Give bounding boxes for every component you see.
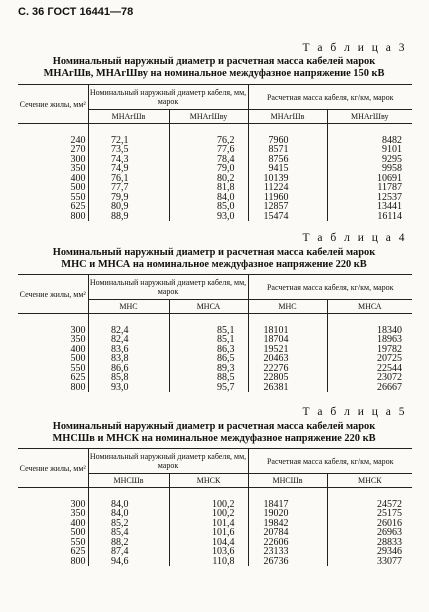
table-cell: 104,4 xyxy=(169,538,248,547)
table-cell: 20463 xyxy=(248,354,327,363)
table-cell: 28833 xyxy=(327,538,412,547)
table-cell: 7960 xyxy=(248,136,327,145)
table-cell: 77,6 xyxy=(169,145,248,154)
table-title-line: МНАгШв, МНАгШву на номинальное междуфазное напряжение 150 кВ xyxy=(43,68,385,79)
table-cell: 93,0 xyxy=(88,383,169,392)
table-cell: 300 xyxy=(70,499,86,510)
table-cell: 13441 xyxy=(327,202,412,211)
table-cell: 350 xyxy=(70,334,86,346)
table-cell: 79,0 xyxy=(169,164,248,173)
table-cell: 11787 xyxy=(327,183,412,192)
column-group-diameter: Номинальный наружный диаметр кабеля, мм, марок xyxy=(88,85,248,110)
table-cell: 11224 xyxy=(248,183,327,192)
table-cell: 22606 xyxy=(248,538,327,547)
column-header: МНАгШв xyxy=(248,110,327,124)
table-cell: 85,4 xyxy=(88,528,169,537)
table-cell: 76,1 xyxy=(88,174,169,183)
table-cell: 18963 xyxy=(327,335,412,344)
table-cell: 26963 xyxy=(327,528,412,537)
table-cell: 80,9 xyxy=(88,202,169,211)
table-title-line: МНС и МНСА на номинальное междуфазное напряжение 220 кВ xyxy=(61,259,367,270)
table-cell: 550 xyxy=(70,362,86,374)
table-cell: 82,4 xyxy=(88,326,169,335)
column-header: МНСК xyxy=(327,474,412,488)
table-cell: 10691 xyxy=(327,174,412,183)
table-cell: 22805 xyxy=(248,373,327,382)
table-cell: 88,2 xyxy=(88,538,169,547)
table-cell: 72,1 xyxy=(88,136,169,145)
table-cell: 25175 xyxy=(327,509,412,518)
table-cell: 500 xyxy=(70,182,86,194)
table-cell: 76,2 xyxy=(169,136,248,145)
table-cell: 500 xyxy=(70,353,86,365)
table-cell: 86,5 xyxy=(169,354,248,363)
table-cell: 400 xyxy=(70,517,86,529)
table-cell: 300 xyxy=(70,153,86,165)
table-cell: 88,5 xyxy=(169,373,248,382)
table-cell: 86,3 xyxy=(169,345,248,354)
table-cell: 12537 xyxy=(327,193,412,202)
table-cell: 82,4 xyxy=(88,335,169,344)
table-cell: 9295 xyxy=(327,155,412,164)
table-cell: 74,3 xyxy=(88,155,169,164)
table-cell: 9958 xyxy=(327,164,412,173)
table-cell: 86,6 xyxy=(88,364,169,373)
table-cell: 85,0 xyxy=(169,202,248,211)
table-title-line: Номинальный наружный диаметр и расчетная масса кабелей марок xyxy=(52,56,376,67)
table-cell: 81,8 xyxy=(169,183,248,192)
table-cell: 18417 xyxy=(248,500,327,509)
table-cell: 8482 xyxy=(327,136,412,145)
column-group-mass: Расчетная масса кабеля, кг/км, марок xyxy=(248,275,412,300)
column-header: МНСА xyxy=(327,300,412,314)
column-header: МНС xyxy=(248,300,327,314)
table-cell: 350 xyxy=(70,163,86,175)
data-table xyxy=(18,448,412,566)
table-cell: 22276 xyxy=(248,364,327,373)
table-cell: 15474 xyxy=(248,212,327,221)
table-cell: 500 xyxy=(70,527,86,539)
table-cell: 9415 xyxy=(248,164,327,173)
table-cell: 85,2 xyxy=(88,519,169,528)
table-cell: 84,0 xyxy=(88,500,169,509)
table-cell: 19521 xyxy=(248,345,327,354)
table-cell: 18704 xyxy=(248,335,327,344)
table-cell: 23072 xyxy=(327,373,412,382)
table-cell: 23133 xyxy=(248,547,327,556)
table-cell: 85,1 xyxy=(169,326,248,335)
table-cell: 77,7 xyxy=(88,183,169,192)
table-cell: 9101 xyxy=(327,145,412,154)
table-cell: 100,2 xyxy=(169,509,248,518)
table-cell: 270 xyxy=(70,144,86,156)
table-cell: 19020 xyxy=(248,509,327,518)
table-title-line: МНСШв и МНСК на номинальное междуфазное напряжение 220 кВ xyxy=(52,433,376,444)
table-number: Т а б л и ц а 5 xyxy=(302,406,407,418)
table-number: Т а б л и ц а 4 xyxy=(302,232,407,244)
table-cell: 110,8 xyxy=(169,557,248,566)
table-cell: 20784 xyxy=(248,528,327,537)
column-group-mass: Расчетная масса кабеля, кг/км, марок xyxy=(248,449,412,474)
column-header-section: Сечение жилы, мм² xyxy=(18,275,88,314)
table-cell: 20725 xyxy=(327,354,412,363)
table-title xyxy=(16,56,412,80)
table-cell: 800 xyxy=(70,210,86,222)
table-cell: 400 xyxy=(70,172,86,184)
table-cell: 79,9 xyxy=(88,193,169,202)
table-cell: 85,8 xyxy=(88,373,169,382)
column-header: МНС xyxy=(88,300,169,314)
table-cell: 73,5 xyxy=(88,145,169,154)
table-cell: 625 xyxy=(70,546,86,558)
column-group-mass: Расчетная масса кабеля, кг/км, марок xyxy=(248,85,412,110)
table-cell: 18340 xyxy=(327,326,412,335)
table-cell: 240 xyxy=(70,135,86,146)
table-cell: 8756 xyxy=(248,155,327,164)
table-cell: 29346 xyxy=(327,547,412,556)
table-title-line: Номинальный наружный диаметр и расчетная масса кабелей марок xyxy=(52,247,376,258)
table-cell: 550 xyxy=(70,536,86,548)
table-cell: 19782 xyxy=(327,345,412,354)
table-cell: 101,4 xyxy=(169,519,248,528)
table-cell: 26736 xyxy=(248,557,327,566)
table-cell: 89,3 xyxy=(169,364,248,373)
column-header: МНАгШв xyxy=(88,110,169,124)
table-cell: 83,6 xyxy=(88,345,169,354)
column-header-section: Сечение жилы, мм² xyxy=(18,449,88,488)
column-header: МНАгШву xyxy=(169,110,248,124)
table-cell: 84,0 xyxy=(88,509,169,518)
column-header: МНСА xyxy=(169,300,248,314)
table-cell: 74,9 xyxy=(88,164,169,173)
page-header: С. 36 ГОСТ 16441—78 xyxy=(18,6,134,18)
table-cell: 8571 xyxy=(248,145,327,154)
table-cell: 350 xyxy=(70,508,86,520)
table-title xyxy=(16,247,412,271)
table-cell: 26381 xyxy=(248,383,327,392)
table-title xyxy=(16,421,412,445)
table-cell: 12857 xyxy=(248,202,327,211)
table-row xyxy=(18,212,412,221)
table-cell: 84,0 xyxy=(169,193,248,202)
table-cell: 83,8 xyxy=(88,354,169,363)
table-cell: 94,6 xyxy=(88,557,169,566)
column-group-diameter: Номинальный наружный диаметр кабеля, мм, марок xyxy=(88,449,248,474)
table-row xyxy=(18,557,412,566)
table-cell: 103,6 xyxy=(169,547,248,556)
column-header: МНАгШву xyxy=(327,110,412,124)
table-cell: 16114 xyxy=(327,212,412,221)
table-cell: 19842 xyxy=(248,519,327,528)
table-cell: 100,2 xyxy=(169,500,248,509)
table-cell: 93,0 xyxy=(169,212,248,221)
column-header-section: Сечение жилы, мм² xyxy=(18,85,88,124)
table-cell: 101,6 xyxy=(169,528,248,537)
table-cell: 80,2 xyxy=(169,174,248,183)
table-cell: 26667 xyxy=(327,383,412,392)
table-cell: 33077 xyxy=(327,557,412,566)
column-header: МНСШв xyxy=(248,474,327,488)
table-cell: 800 xyxy=(70,381,86,393)
table-number: Т а б л и ц а 3 xyxy=(302,42,407,54)
table-cell: 95,7 xyxy=(169,383,248,392)
table-cell: 78,4 xyxy=(169,155,248,164)
column-header: МНСШв xyxy=(88,474,169,488)
table-row xyxy=(18,383,412,392)
table-cell: 10139 xyxy=(248,174,327,183)
table-cell: 11960 xyxy=(248,193,327,202)
table-cell: 550 xyxy=(70,191,86,203)
data-table xyxy=(18,84,412,221)
table-title-line: Номинальный наружный диаметр и расчетная масса кабелей марок xyxy=(52,421,376,432)
table-cell: 24572 xyxy=(327,500,412,509)
table-cell: 400 xyxy=(70,343,86,355)
table-cell: 300 xyxy=(70,325,86,336)
table-cell: 87,4 xyxy=(88,547,169,556)
data-table xyxy=(18,274,412,392)
table-cell: 625 xyxy=(70,372,86,384)
table-cell: 88,9 xyxy=(88,212,169,221)
table-cell: 625 xyxy=(70,201,86,213)
table-cell: 18101 xyxy=(248,326,327,335)
column-header: МНСК xyxy=(169,474,248,488)
column-group-diameter: Номинальный наружный диаметр кабеля, мм, марок xyxy=(88,275,248,300)
table-cell: 22544 xyxy=(327,364,412,373)
table-cell: 26016 xyxy=(327,519,412,528)
table-cell: 85,1 xyxy=(169,335,248,344)
table-cell: 800 xyxy=(70,555,86,567)
